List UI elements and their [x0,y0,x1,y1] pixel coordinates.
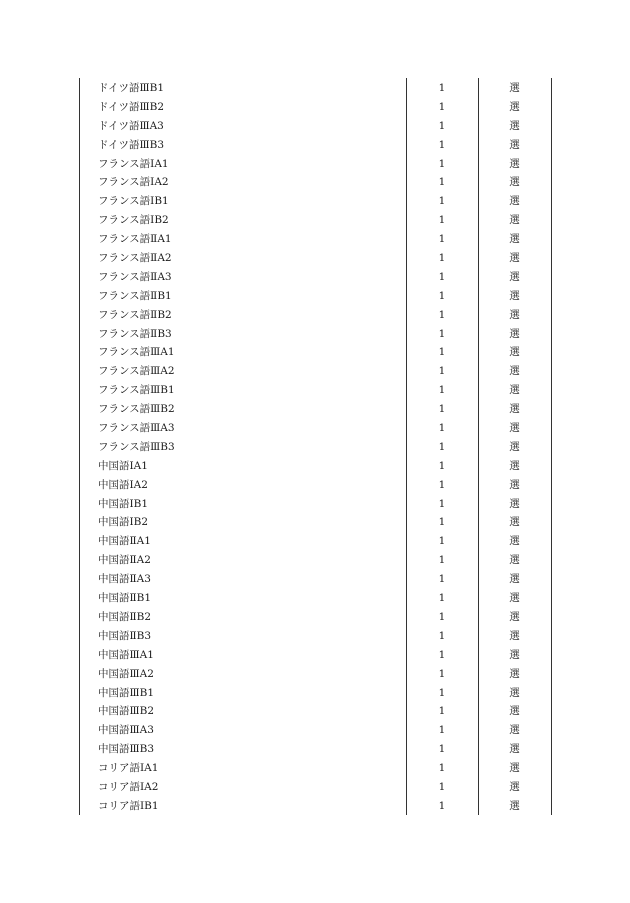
course-category: 選 [509,705,520,718]
course-credits: 1 [438,705,446,718]
course-credits: 1 [438,516,446,529]
course-name: ドイツ語ⅢB2 [98,100,164,113]
course-category: 選 [509,610,520,623]
course-category: 選 [509,686,520,699]
table-row [80,532,551,551]
course-credits: 1 [438,233,446,246]
course-category: 選 [509,667,520,680]
course-category: 選 [509,743,520,756]
course-name: 中国語ⅠA2 [98,478,148,491]
course-category: 選 [509,100,520,113]
table-row [80,476,551,495]
course-category: 選 [509,459,520,472]
course-category: 選 [509,440,520,453]
course-credits: 1 [438,799,446,812]
course-category: 選 [509,573,520,586]
course-credits: 1 [438,478,446,491]
table-row [80,173,551,192]
course-category: 選 [509,592,520,605]
course-category: 選 [509,516,520,529]
table-row [80,211,551,230]
table-row [80,797,551,816]
course-name: 中国語ⅢB3 [98,743,155,756]
course-name: ドイツ語ⅢB3 [98,138,164,151]
course-name: フランス語ⅡA1 [98,233,172,246]
course-name: フランス語ⅡA3 [98,270,172,283]
course-name: フランス語ⅠB1 [98,195,169,208]
course-name: ドイツ語ⅢA3 [98,119,164,132]
course-credits: 1 [438,780,446,793]
course-name: コリア語ⅠA1 [98,762,159,775]
course-credits: 1 [438,686,446,699]
course-name: 中国語ⅡA1 [98,535,151,548]
table-row [80,740,551,759]
course-credits: 1 [438,554,446,567]
course-credits: 1 [438,308,446,321]
course-name: 中国語ⅢA1 [98,648,154,661]
course-name: フランス語ⅢB3 [98,440,175,453]
course-name: フランス語ⅢA3 [98,422,175,435]
course-category: 選 [509,799,520,812]
course-credits: 1 [438,100,446,113]
table-row [80,702,551,721]
course-credits: 1 [438,497,446,510]
course-category: 選 [509,252,520,265]
table-row [80,570,551,589]
course-credits: 1 [438,403,446,416]
course-credits: 1 [438,252,446,265]
course-category: 選 [509,648,520,661]
table-row [80,155,551,174]
table-row [80,665,551,684]
course-name: 中国語ⅢA2 [98,667,154,680]
course-category: 選 [509,762,520,775]
course-credits: 1 [438,535,446,548]
table-row [80,192,551,211]
course-name: 中国語ⅠB2 [98,516,149,529]
course-category: 選 [509,478,520,491]
course-credits: 1 [438,629,446,642]
course-credits: 1 [438,157,446,170]
course-name: フランス語ⅠA1 [98,157,169,170]
course-category: 選 [509,214,520,227]
course-credits: 1 [438,82,446,94]
course-credits: 1 [438,648,446,661]
table-row [80,400,551,419]
course-credits: 1 [438,346,446,359]
course-credits: 1 [438,724,446,737]
table-row [80,759,551,778]
table-row [80,438,551,457]
course-category: 選 [509,289,520,302]
course-category: 選 [509,233,520,246]
course-name: 中国語ⅡA3 [98,573,151,586]
course-category: 選 [509,724,520,737]
table-row [80,325,551,344]
course-credits: 1 [438,289,446,302]
course-category: 選 [509,384,520,397]
table-row [80,136,551,155]
course-name: 中国語ⅢB2 [98,705,155,718]
course-table [79,78,552,815]
course-category: 選 [509,535,520,548]
course-credits: 1 [438,270,446,283]
table-row [80,362,551,381]
table-row [80,684,551,703]
table-row [80,457,551,476]
course-name: フランス語ⅢA1 [98,346,175,359]
table-row [80,419,551,438]
course-credits: 1 [438,176,446,189]
table-row [80,230,551,249]
table-row [80,79,551,98]
table-row [80,98,551,117]
course-category: 選 [509,327,520,340]
course-credits: 1 [438,119,446,132]
table-row [80,627,551,646]
course-name: 中国語ⅠA1 [98,459,148,472]
table-row [80,117,551,136]
table-row [80,381,551,400]
course-name: コリア語ⅠB1 [98,799,159,812]
table-row [80,513,551,532]
course-category: 選 [509,308,520,321]
course-credits: 1 [438,214,446,227]
course-name: 中国語ⅡB3 [98,629,152,642]
course-credits: 1 [438,327,446,340]
course-category: 選 [509,403,520,416]
course-category: 選 [509,176,520,189]
course-name: フランス語ⅡB2 [98,308,172,321]
course-credits: 1 [438,610,446,623]
course-name: フランス語ⅡB1 [98,289,172,302]
course-name: ドイツ語ⅢB1 [98,82,164,94]
course-category: 選 [509,138,520,151]
table-row [80,646,551,665]
table-row [80,495,551,514]
course-name: 中国語ⅡA2 [98,554,151,567]
course-credits: 1 [438,138,446,151]
course-credits: 1 [438,592,446,605]
course-name: 中国語ⅢA3 [98,724,154,737]
course-name: フランス語ⅢB2 [98,403,175,416]
table-row [80,306,551,325]
course-name: 中国語ⅡB2 [98,610,152,623]
table-row [80,778,551,797]
course-credits: 1 [438,459,446,472]
course-category: 選 [509,497,520,510]
table-row [80,268,551,287]
course-rows [80,79,551,816]
course-category: 選 [509,82,520,94]
course-name: コリア語ⅠA2 [98,780,159,793]
course-credits: 1 [438,667,446,680]
course-name: フランス語ⅠA2 [98,176,169,189]
course-category: 選 [509,346,520,359]
course-category: 選 [509,629,520,642]
course-name: フランス語ⅠB2 [98,214,169,227]
course-credits: 1 [438,365,446,378]
course-category: 選 [509,157,520,170]
course-category: 選 [509,270,520,283]
course-name: フランス語ⅡB3 [98,327,172,340]
table-row [80,551,551,570]
course-category: 選 [509,554,520,567]
course-name: フランス語ⅢA2 [98,365,175,378]
course-credits: 1 [438,195,446,208]
course-category: 選 [509,195,520,208]
course-credits: 1 [438,422,446,435]
course-category: 選 [509,119,520,132]
course-name: フランス語ⅡA2 [98,252,172,265]
course-credits: 1 [438,384,446,397]
table-row [80,343,551,362]
course-credits: 1 [438,440,446,453]
table-row [80,608,551,627]
course-name: フランス語ⅢB1 [98,384,175,397]
course-category: 選 [509,780,520,793]
table-row [80,287,551,306]
course-credits: 1 [438,762,446,775]
course-name: 中国語ⅢB1 [98,686,155,699]
course-name: 中国語ⅡB1 [98,592,152,605]
course-name: 中国語ⅠB1 [98,497,149,510]
course-credits: 1 [438,743,446,756]
course-category: 選 [509,422,520,435]
table-row [80,721,551,740]
course-category: 選 [509,365,520,378]
table-row [80,249,551,268]
course-credits: 1 [438,573,446,586]
table-row [80,589,551,608]
